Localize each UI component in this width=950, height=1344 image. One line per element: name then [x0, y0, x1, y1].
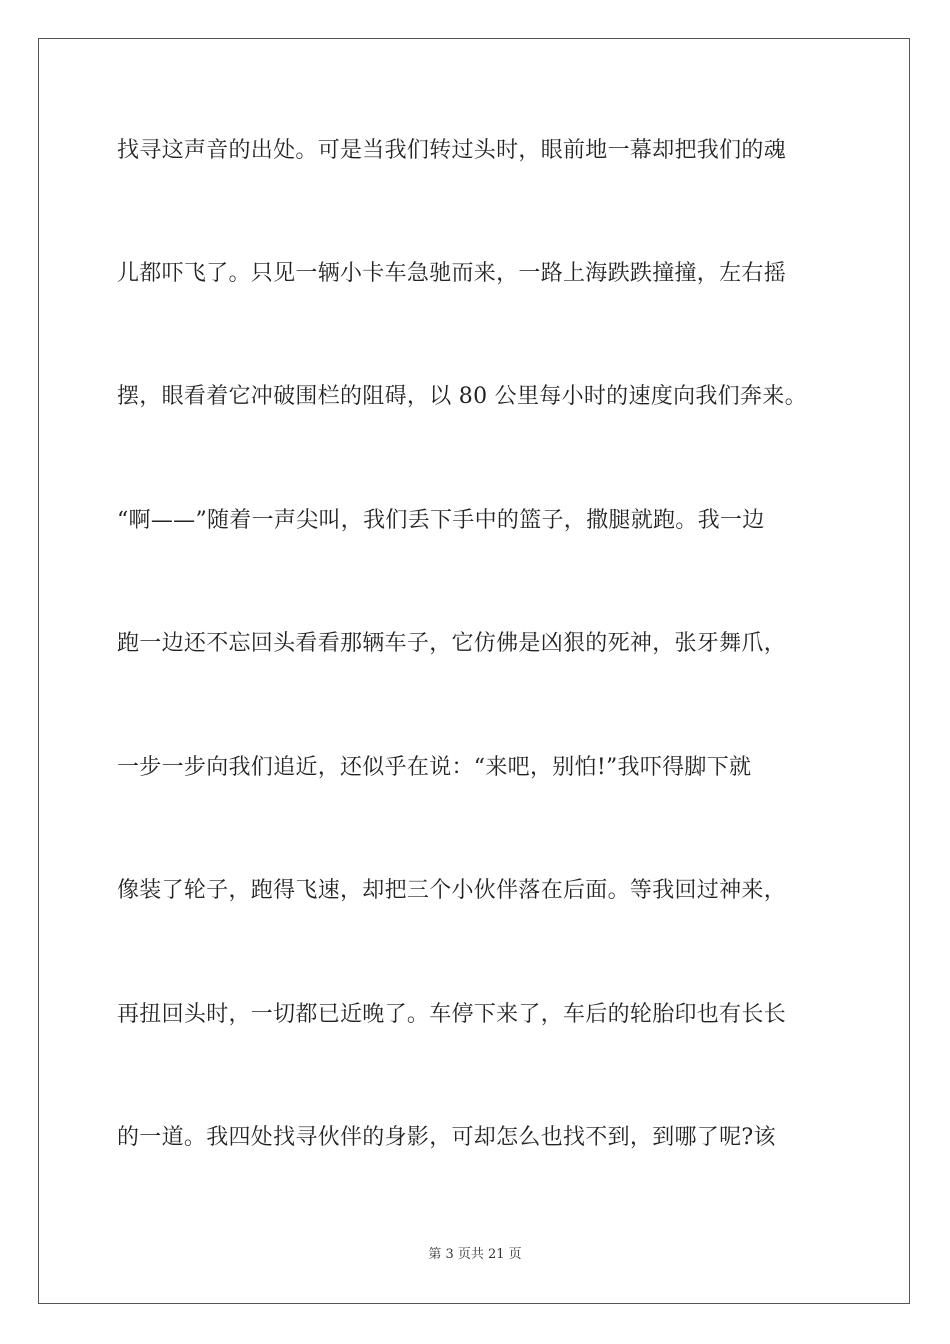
text-line: 的一道。我四处找寻伙伴的身影，可却怎么也找不到，到哪了呢?该: [117, 1125, 776, 1150]
text-line: 儿都吓飞了。只见一辆小卡车急驰而来，一路上海跌跌撞撞，左右摇: [117, 261, 787, 286]
text-line: 再扭回头时，一切都已近晚了。车停下来了，车后的轮胎印也有长长: [117, 1002, 787, 1027]
text-line: 跑一边还不忘回头看看那辆车子，它仿佛是凶狠的死神，张牙舞爪，: [117, 631, 787, 656]
page-border: [38, 38, 910, 1304]
text-line: 像装了轮子，跑得飞速，却把三个小伙伴落在后面。等我回过神来，: [117, 878, 787, 903]
page-total: 共 21 页: [470, 1247, 522, 1262]
page-footer: [0, 1246, 950, 1264]
text-line: 一步一步向我们追近，还似乎在说：“来吧，别怕!”我吓得脚下就: [117, 755, 752, 780]
text-line: “啊——”随着一声尖叫，我们丢下手中的篮子，撒腿就跑。我一边: [117, 508, 765, 533]
text-line: 找寻这声音的出处。可是当我们转过头时，眼前地一幕却把我们的魂: [117, 138, 787, 163]
text-line: 摆，眼看着它冲破围栏的阻碍，以 80 公里每小时的速度向我们奔来。: [117, 384, 807, 409]
page-number: 第 3 页: [428, 1247, 471, 1262]
